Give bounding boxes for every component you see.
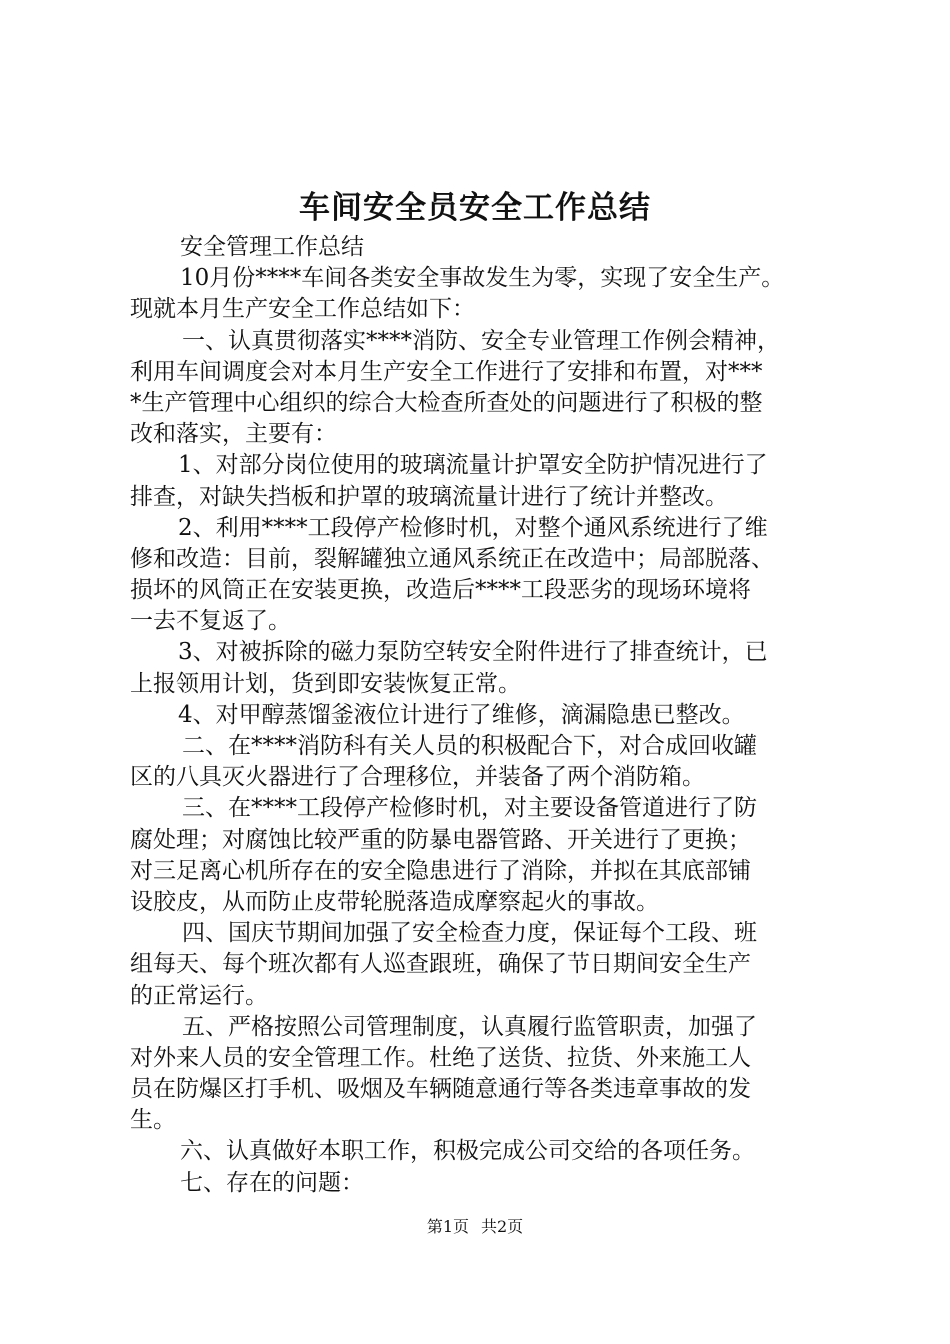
text-line: 一、认真贯彻落实****消防、安全专业管理工作例会精神， bbox=[182, 327, 780, 354]
text-line: 五、严格按照公司管理制度，认真履行监管职责，加强了 bbox=[182, 1013, 757, 1040]
text-line: 利用车间调度会对本月生产安全工作进行了安排和布置，对*** bbox=[130, 358, 763, 385]
text-line: 对外来人员的安全管理工作。杜绝了送货、拉货、外来施工人 bbox=[130, 1044, 751, 1071]
text-line: 安全管理工作总结 bbox=[180, 234, 364, 260]
text-line: 一去不复返了。 bbox=[130, 608, 291, 635]
page-total: 共2页 bbox=[481, 1217, 524, 1236]
text-line: 三、在****工段停产检修时机，对主要设备管道进行了防 bbox=[182, 795, 757, 822]
page-number: 第1页 bbox=[426, 1217, 469, 1236]
text-line: 七、存在的问题： bbox=[180, 1169, 364, 1196]
text-line: 组每天、每个班次都有人巡查跟班，确保了节日期间安全生产 bbox=[130, 951, 751, 978]
page-footer bbox=[0, 1216, 950, 1238]
text-line: 员在防爆区打手机、吸烟及车辆随意通行等各类违章事故的发 bbox=[130, 1076, 751, 1103]
text-line: 上报领用计划，货到即安装恢复正常。 bbox=[130, 670, 521, 697]
text-line: *生产管理中心组织的综合大检查所查处的问题进行了积极的整 bbox=[130, 389, 763, 416]
text-line: 1、对部分岗位使用的玻璃流量计护罩安全防护情况进行了 bbox=[178, 452, 768, 479]
text-line: 二、在****消防科有关人员的积极配合下，对合成回收罐 bbox=[182, 733, 757, 759]
page-title: 车间安全员安全工作总结 bbox=[299, 190, 651, 226]
text-line: 腐处理；对腐蚀比较严重的防暴电器管路、开关进行了更换； bbox=[130, 826, 751, 853]
text-line: 现就本月生产安全工作总结如下： bbox=[130, 296, 475, 323]
text-line: 改和落实，主要有： bbox=[130, 421, 337, 448]
text-line: 对三足离心机所存在的安全隐患进行了消除，并拟在其底部铺 bbox=[130, 857, 751, 884]
text-line: 3、对被拆除的磁力泵防空转安全附件进行了排查统计，已 bbox=[178, 639, 768, 666]
text-line: 10月份****车间各类安全事故发生为零，实现了安全生产。 bbox=[180, 265, 785, 292]
text-line: 四、国庆节期间加强了安全检查力度，保证每个工段、班 bbox=[182, 920, 757, 947]
text-line: 排查，对缺失挡板和护罩的玻璃流量计进行了统计并整改。 bbox=[130, 483, 728, 510]
text-line: 损坏的风筒正在安装更换，改造后****工段恶劣的现场环境将 bbox=[130, 577, 751, 604]
text-line: 区的八具灭火器进行了合理移位，并装备了两个消防箱。 bbox=[130, 764, 705, 791]
text-line: 修和改造：目前，裂解罐独立通风系统正在改造中；局部脱落、 bbox=[130, 545, 774, 572]
text-line: 的正常运行。 bbox=[130, 982, 268, 1009]
text-line: 生。 bbox=[130, 1107, 176, 1134]
document-body bbox=[130, 232, 842, 1199]
text-line: 4、对甲醇蒸馏釜液位计进行了维修，滴漏隐患已整改。 bbox=[178, 701, 745, 728]
text-line: 六、认真做好本职工作，积极完成公司交给的各项任务。 bbox=[180, 1138, 755, 1165]
text-line: 2、利用****工段停产检修时机，对整个通风系统进行了维 bbox=[178, 514, 768, 541]
text-line: 设胶皮，从而防止皮带轮脱落造成摩察起火的事故。 bbox=[130, 888, 659, 915]
